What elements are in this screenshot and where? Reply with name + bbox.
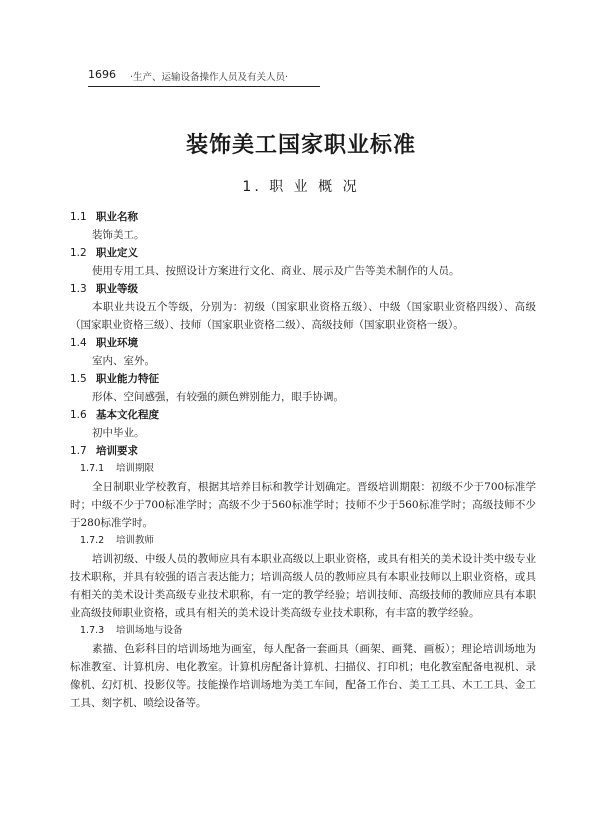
heading-1-3 bbox=[70, 280, 536, 298]
running-header bbox=[88, 66, 320, 87]
heading-label: 职业能力特征 bbox=[96, 373, 159, 385]
subheading-1-7-1 bbox=[70, 460, 536, 478]
content-body bbox=[70, 208, 536, 712]
heading-1-5 bbox=[70, 370, 536, 388]
paragraph-1-3: 本职业共设五个等级，分别为：初级（国家职业资格五级）、中级（国家职业资格四级）、高级（国家职业资格三级）、技师（国家职业资格二级）、高级技师（国家职业资格一级）。 bbox=[70, 301, 536, 331]
paragraph-1-7-2: 培训初级、中级人员的教师应具有本职业高级以上职业资格，或具有相关的美术设计类中级专业技术职称，并具有较强的语言表达能力；培训高级人员的教师应具有本职业技师以上职业资格，或具有相关的美术设计类高级专业技术职称，有一定的教学经验；培训技师、高级技师的教师应具有本职业高级技师职业资格，或具有相关的美术设计类高级专业技术职称，有丰富的教学经验。 bbox=[70, 553, 536, 619]
heading-number: 1.7 bbox=[70, 445, 87, 457]
page-number: 1696 bbox=[88, 68, 116, 81]
heading-label: 职业环境 bbox=[96, 337, 138, 349]
heading-label: 职业定义 bbox=[96, 247, 138, 259]
heading-1-4 bbox=[70, 334, 536, 352]
paragraph-1-1: 装饰美工。 bbox=[92, 229, 145, 241]
heading-number: 1.1 bbox=[70, 211, 87, 223]
heading-number: 1.5 bbox=[70, 373, 87, 385]
paragraph-1-5: 形体、空间感强，有较强的颜色辨别能力，眼手协调。 bbox=[92, 391, 344, 403]
heading-number: 1.3 bbox=[70, 283, 87, 295]
heading-label: 培训要求 bbox=[96, 445, 138, 457]
heading-number: 1.2 bbox=[70, 247, 87, 259]
paragraph-1-2: 使用专用工具、按照设计方案进行文化、商业、展示及广告等美术制作的人员。 bbox=[92, 265, 460, 277]
paragraph-1-6: 初中毕业。 bbox=[92, 427, 145, 439]
heading-number: 1.4 bbox=[70, 337, 87, 349]
heading-1-1 bbox=[70, 208, 536, 226]
subheading-number: 1.7.2 bbox=[80, 535, 105, 546]
subheading-label: 培训期限 bbox=[116, 463, 155, 474]
heading-label: 职业等级 bbox=[96, 283, 138, 295]
paragraph-1-7-1: 全日制职业学校教育，根据其培养目标和教学计划确定。晋级培训期限：初级不少于700标准学时；中级不少于700标准学时；高级不少于560标准学时；技师不少于560标准学时；高级技师不少于280标准学时。 bbox=[70, 481, 536, 529]
heading-1-7 bbox=[70, 442, 536, 460]
heading-number: 1.6 bbox=[70, 409, 87, 421]
paragraph-1-4: 室内、室外。 bbox=[92, 355, 155, 367]
heading-1-6 bbox=[70, 406, 536, 424]
heading-1-2 bbox=[70, 244, 536, 262]
heading-label: 基本文化程度 bbox=[96, 409, 159, 421]
subheading-1-7-3 bbox=[70, 622, 536, 640]
subheading-label: 培训教师 bbox=[116, 535, 155, 546]
subheading-number: 1.7.3 bbox=[80, 625, 105, 636]
document-title: 装饰美工国家职业标准 bbox=[185, 133, 416, 158]
heading-label: 职业名称 bbox=[96, 211, 138, 223]
subheading-number: 1.7.1 bbox=[80, 463, 105, 474]
subheading-1-7-2 bbox=[70, 532, 536, 550]
subheading-label: 培训场地与设备 bbox=[116, 625, 183, 636]
section-title: 1. 职 业 概 况 bbox=[242, 179, 360, 195]
running-title: ·生产、运输设备操作人员及有关人员· bbox=[130, 72, 289, 83]
paragraph-1-7-3: 素描、色彩科目的培训场地为画室，每人配备一套画具（画架、画凳、画板）；理论培训场地为标准教室、计算机房、电化教室。计算机房配备计算机、扫描仪、打印机；电化教室配备电视机、录像机、幻灯机、投影仪等。技能操作培训场地为美工车间，配备工作台、美工工具、木工工具、金工工具、刻字机、喷绘设备等。 bbox=[70, 643, 536, 709]
